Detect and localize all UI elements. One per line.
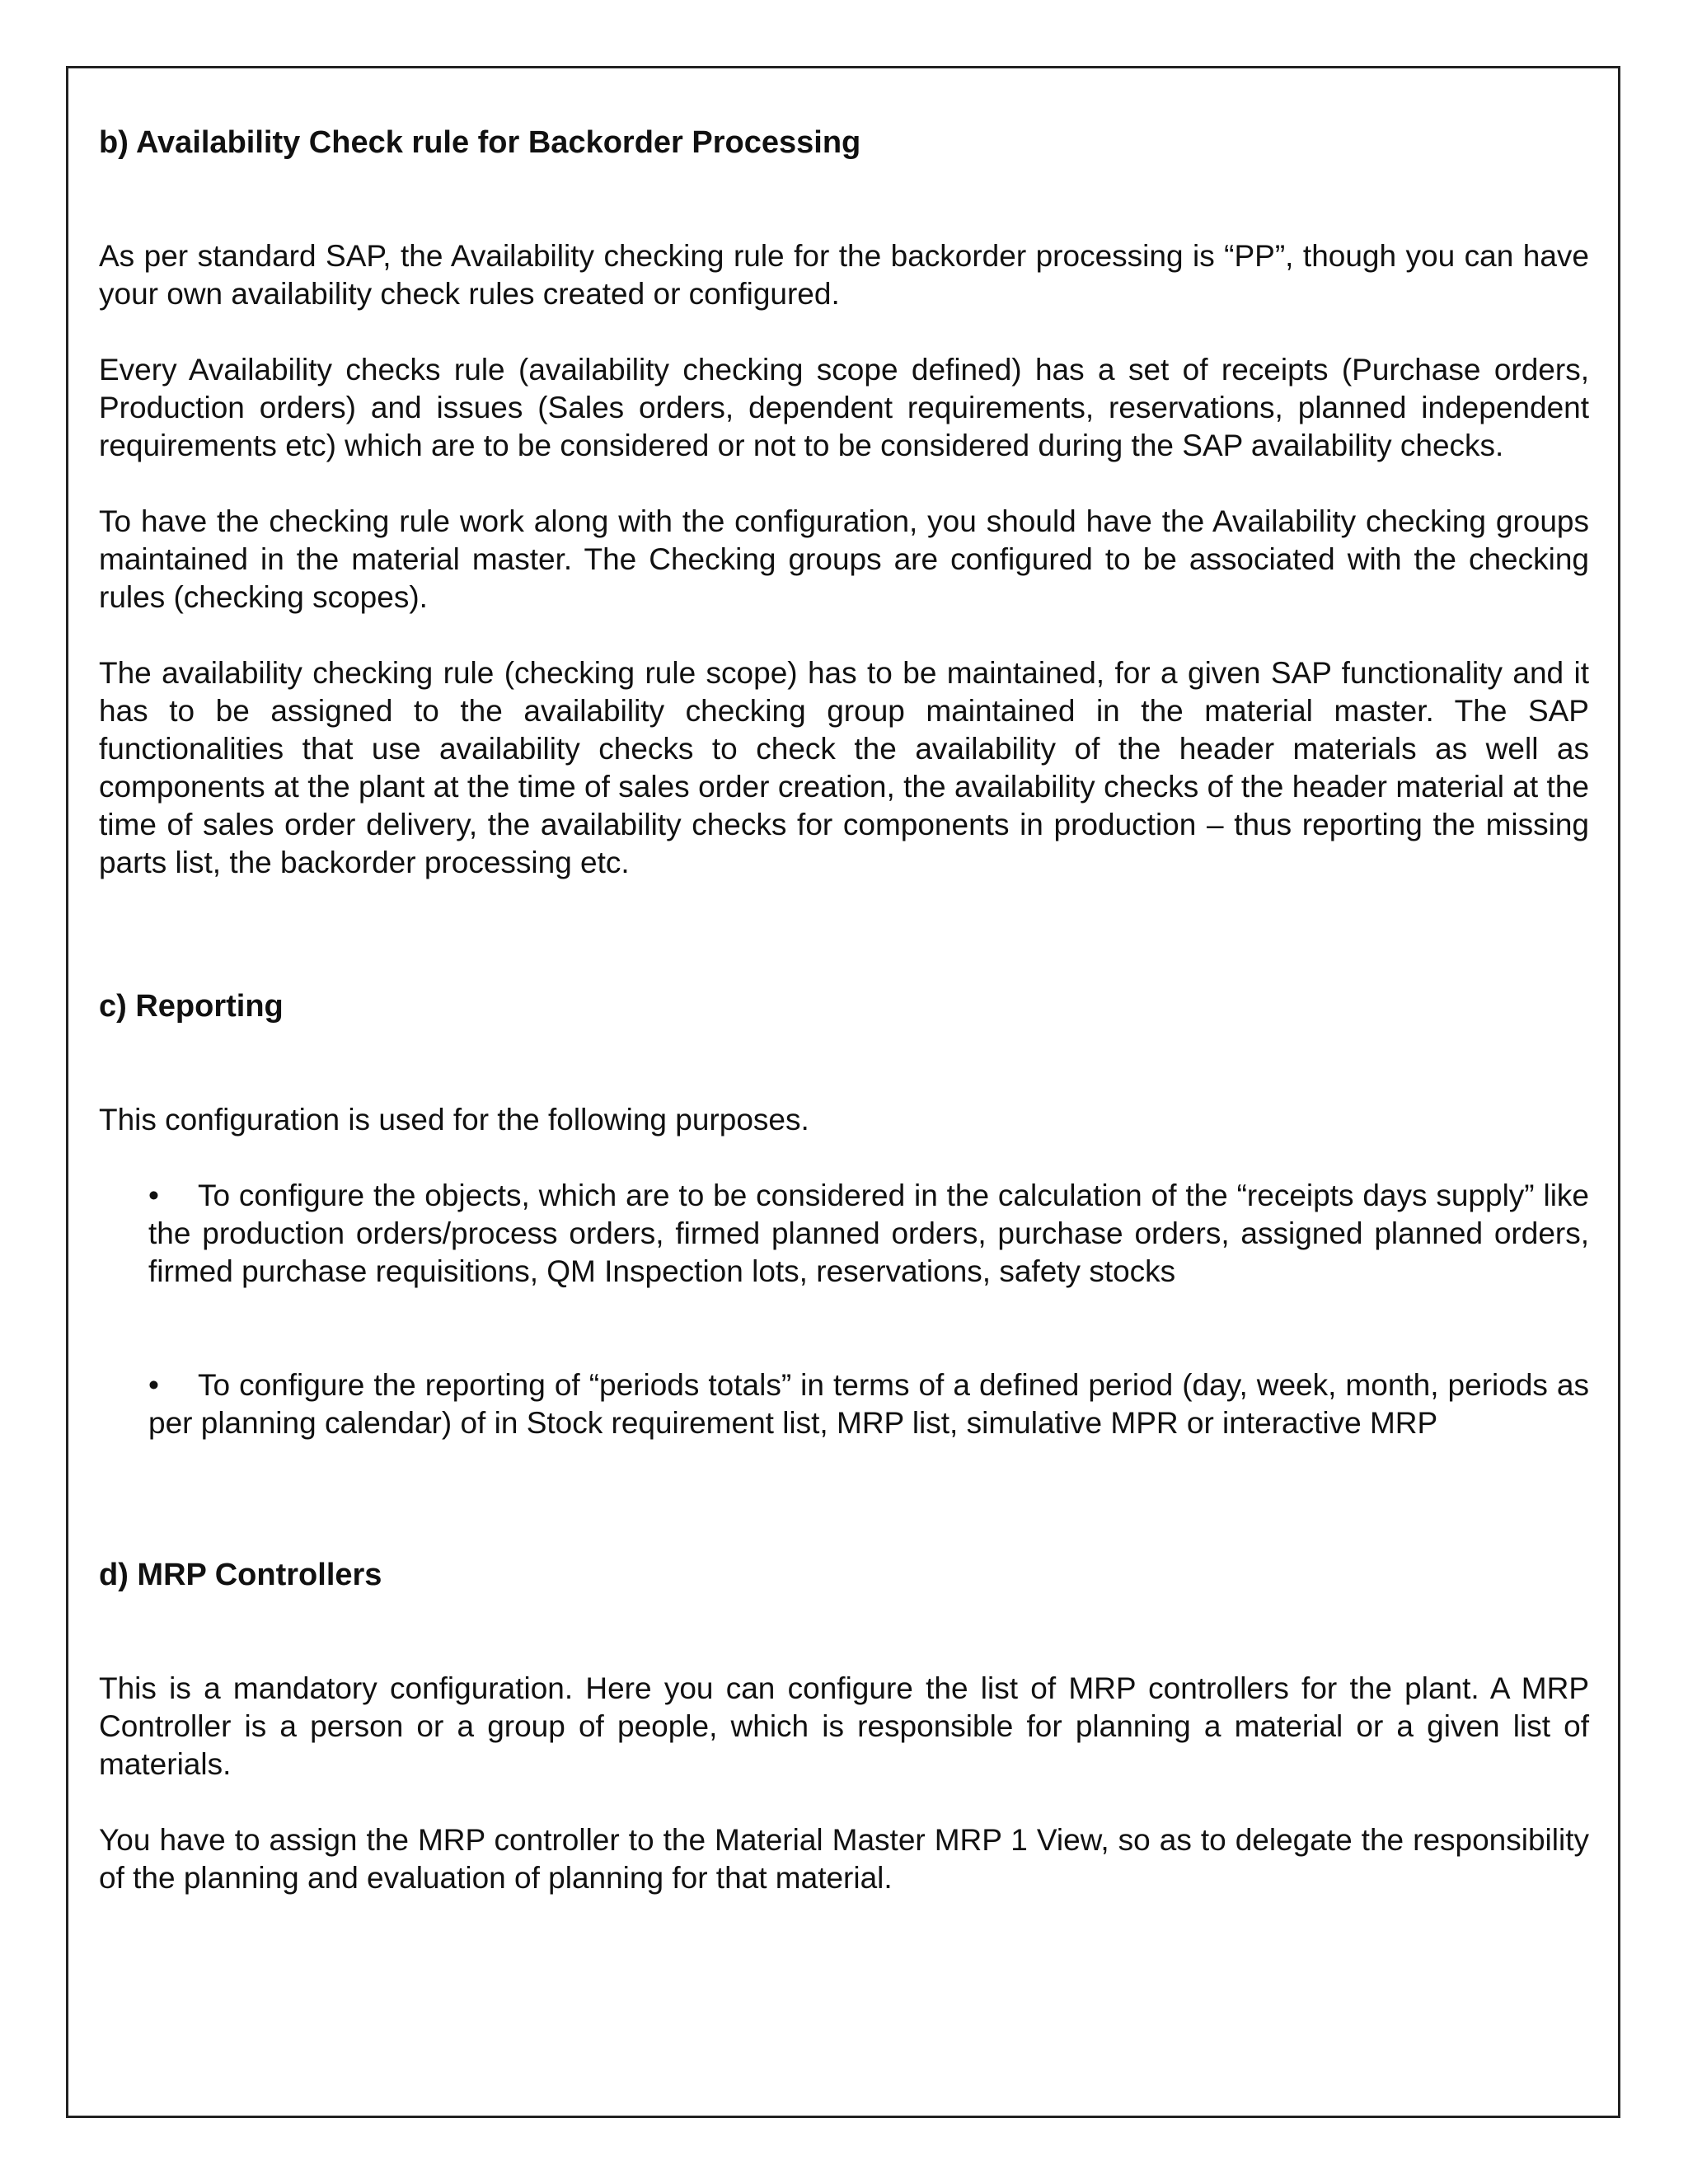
bullet-icon: • bbox=[148, 1368, 159, 1402]
paragraph-assign-controller: You have to assign the MRP controller to the Material Master MRP 1 View, so as to delegate the responsibility of the planning and evaluation of planning for that material. bbox=[99, 1823, 1589, 1895]
bullet-text-period-totals: To configure the reporting of “periods totals” in terms of a defined period (day, week, month, periods as per planning calendar) of in Stock requirement list, MRP list, simulative MPR or interactive MRP bbox=[148, 1368, 1589, 1440]
paragraph-standard-rule: As per standard SAP, the Availability checking rule for the backorder processing is “PP”, though you can have your own availability check rules created or configured. bbox=[99, 239, 1589, 311]
document-body bbox=[99, 124, 1589, 1897]
bullet-icon: • bbox=[148, 1179, 159, 1212]
paragraph-reporting-intro: This configuration is used for the following purposes. bbox=[99, 1103, 809, 1137]
paragraph-checking-scope: Every Availability checks rule (availability checking scope defined) has a set of receipts (Purchase orders, Production orders) and issues (Sales orders, dependent requirements, reservations, planned independent requirements etc) which are to be considered or not to be considered during the SAP availability checks. bbox=[99, 353, 1589, 462]
section-heading-mrp-controllers: d) MRP Controllers bbox=[99, 1558, 382, 1592]
reporting-bullet-list bbox=[99, 1177, 1589, 1442]
section-heading-reporting: c) Reporting bbox=[99, 989, 284, 1024]
paragraph-mandatory-configuration: This is a mandatory configuration. Here you can configure the list of MRP controllers for the plant. A MRP Controller is a person or a group of people, which is responsible for planning a material or a given list of materials. bbox=[99, 1671, 1589, 1781]
list-item bbox=[148, 1177, 1589, 1291]
list-item bbox=[148, 1366, 1589, 1442]
section-heading-availability-check: b) Availability Check rule for Backorder Processing bbox=[99, 125, 861, 160]
bullet-text-receipts-days-supply: To configure the objects, which are to be considered in the calculation of the “receipts days supply” like the production orders/process orders, firmed planned orders, purchase orders, assigned planned orders, firmed purchase requisitions, QM Inspection lots, reservations, safety stocks bbox=[148, 1179, 1589, 1288]
paragraph-checking-groups: To have the checking rule work along with the configuration, you should have the Availability checking groups maintained in the material master. The Checking groups are configured to be associated with the checking rules (checking scopes). bbox=[99, 504, 1589, 614]
paragraph-sap-functionalities: The availability checking rule (checking rule scope) has to be maintained, for a given SAP functionality and it has to be assigned to the availability checking group maintained in the material master. The SAP functionalities that use availability checks to check the availability of the header materials as well as components at the plant at the time of sales order creation, the availability checks of the header material at the time of sales order delivery, the availability checks for components in production – thus reporting the missing parts list, the backorder processing etc. bbox=[99, 656, 1589, 879]
